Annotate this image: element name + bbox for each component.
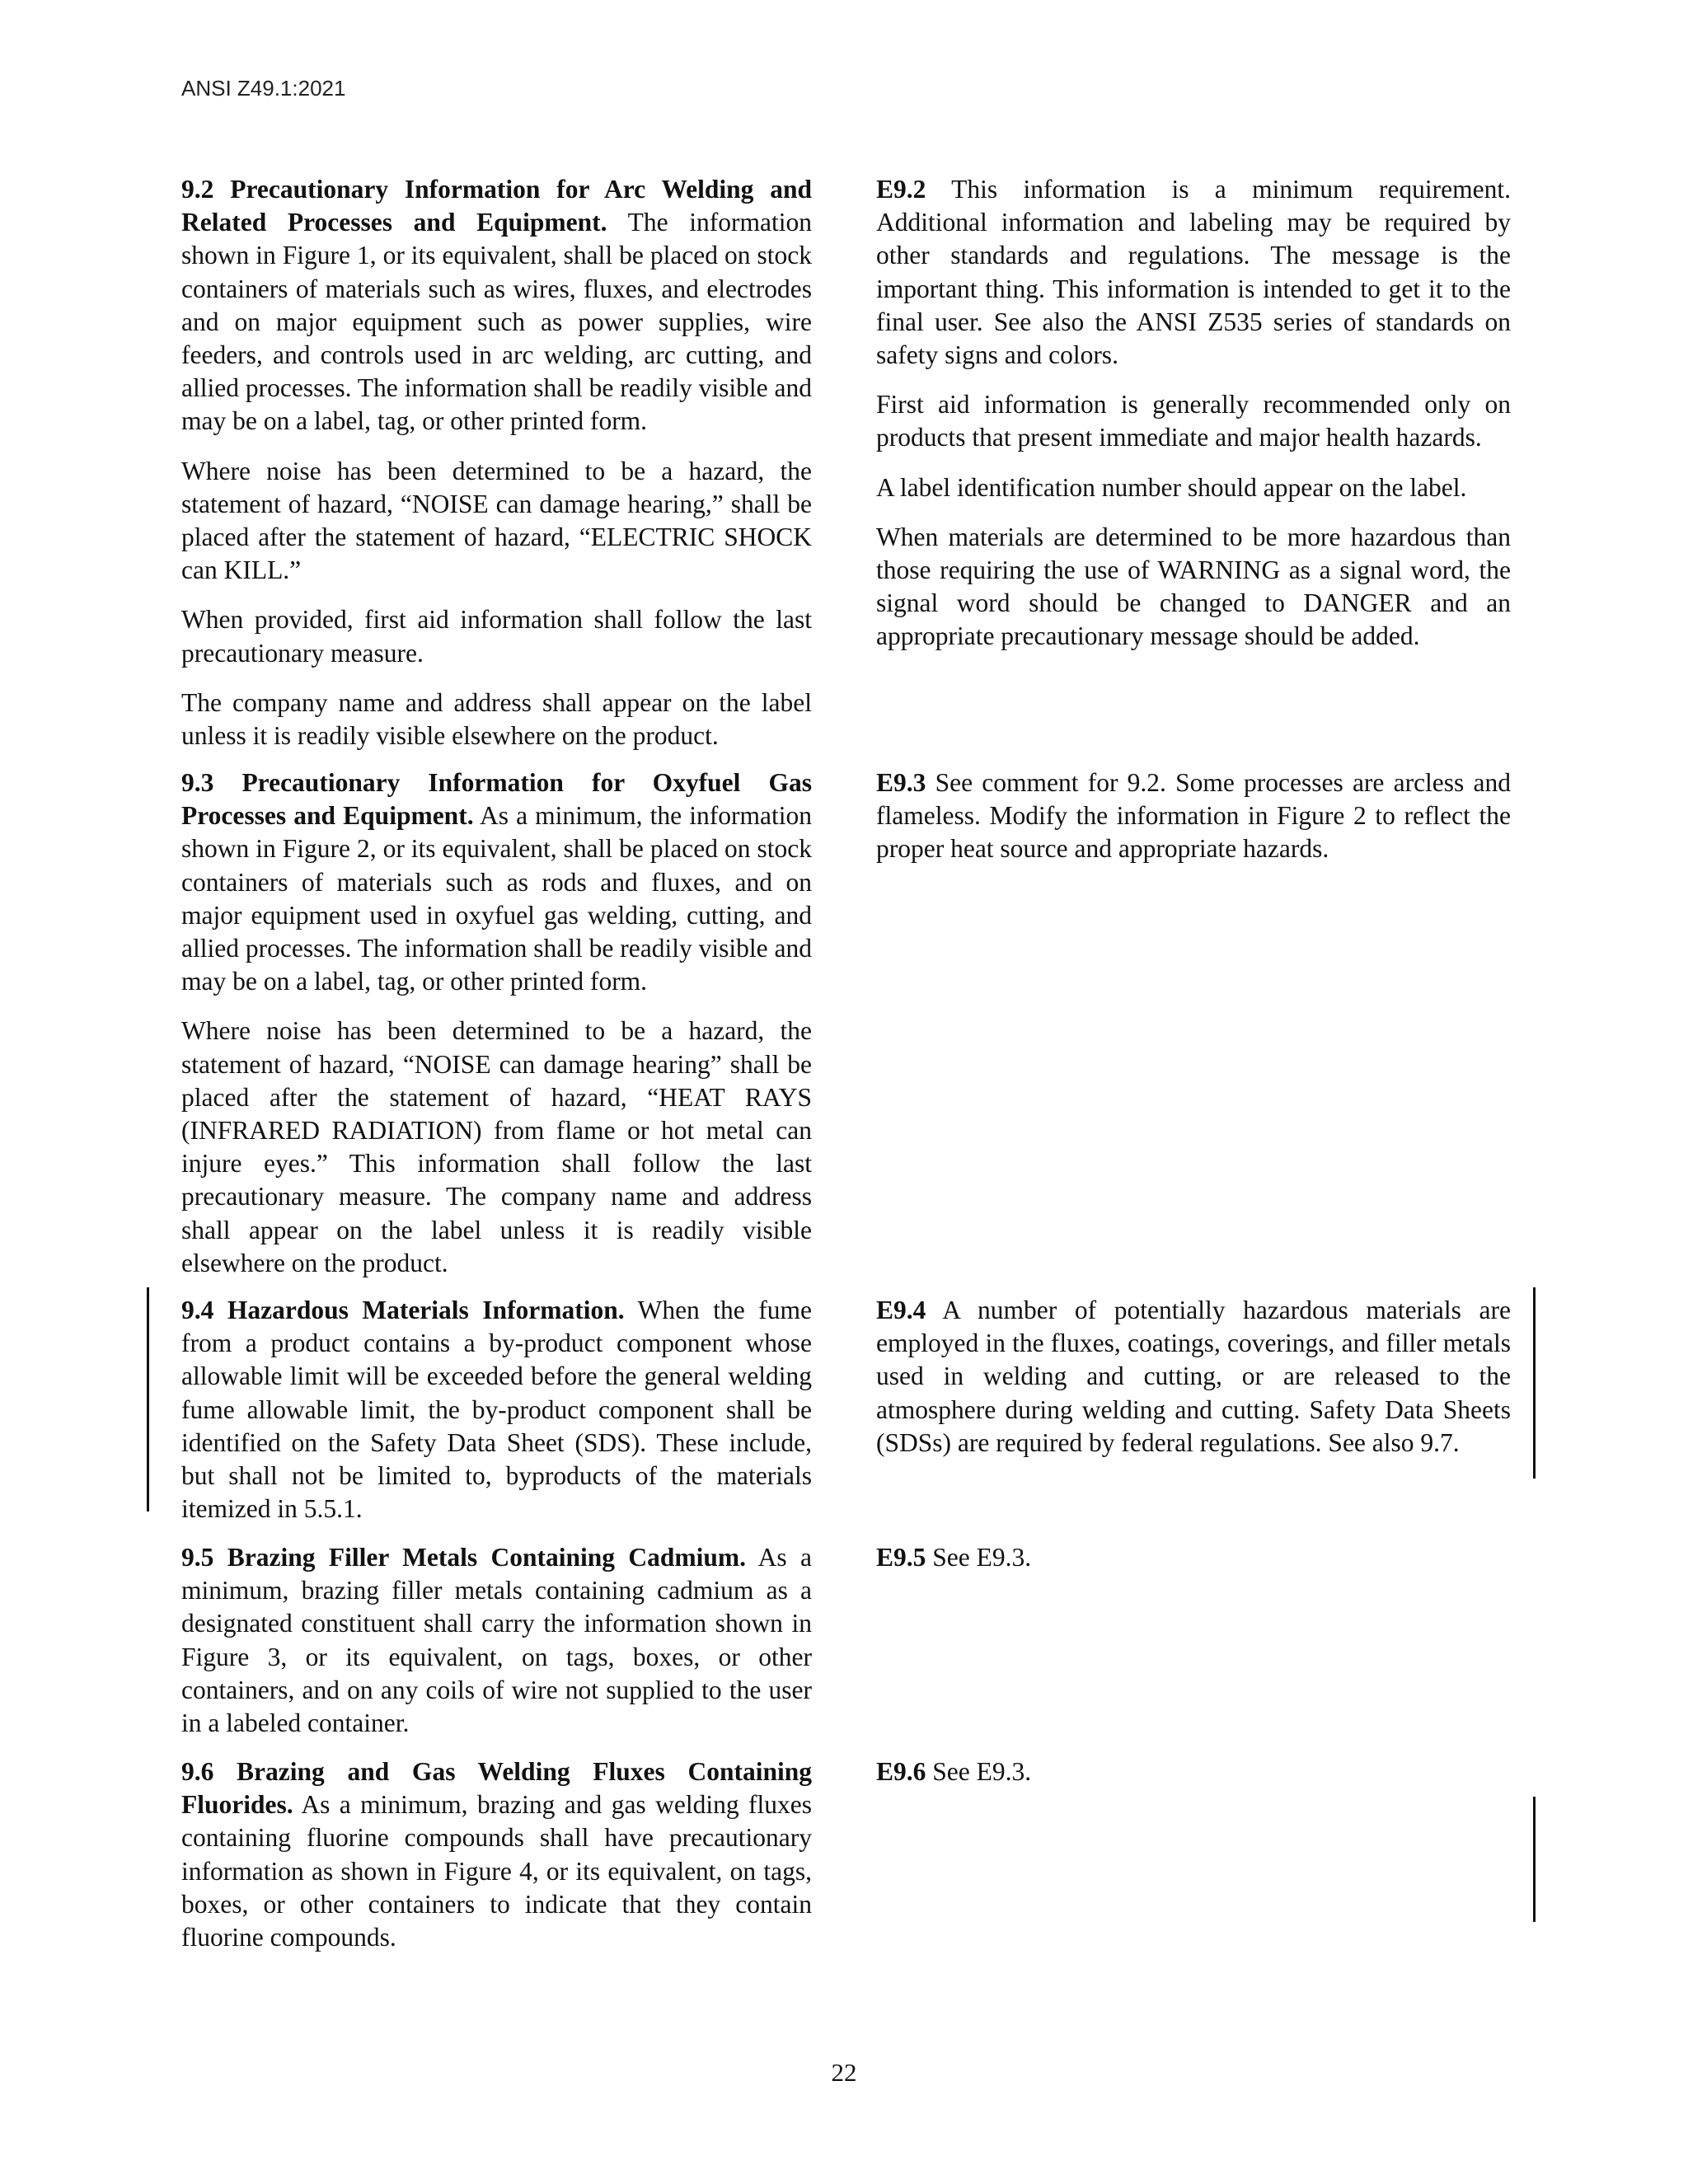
paragraph: Where noise has been determined to be a hazard, the statement of hazard, “NOISE can damage hearing” shall be placed after the statement of hazard, “HEAT RAYS (INFRARED RADIATION) from flame or hot metal can injure eyes.” This information shall follow the last precautionary measure. The company name and address shall appear on the label unless it is readily visible elsewhere on the product.	[181, 1016, 812, 1277]
paragraph: First aid information is generally recommended only on products that present immediate and major health hazards.	[876, 390, 1511, 452]
section-9-6	[181, 1755, 812, 1954]
paragraph: When provided, first aid information shall follow the last precautionary measure.	[181, 605, 812, 668]
section-heading: 9.4 Hazardous Materials Information.	[181, 1296, 625, 1324]
explanation-label: E9.5	[876, 1543, 926, 1572]
paragraph: A label identification number should appear on the label.	[876, 472, 1467, 502]
page-number: 22	[831, 2058, 857, 2087]
paragraph: When materials are determined to be more hazardous than those requiring the use of WARNING as a signal word, the signal word should be changed to DANGER and an appropriate precautionary message should be added.	[876, 522, 1511, 651]
revision-bar	[1533, 1797, 1536, 1922]
paragraph: 9.6 Brazing and Gas Welding Fluxes Containing Fluorides. As a minimum, brazing and gas welding fluxes containing fluorine compounds shall have precautionary information as shown in Figure 4, or its equivalent, on tags, boxes, or other containers to indicate that they contain fluorine compounds.	[181, 1757, 812, 1952]
revision-bar	[147, 1287, 149, 1511]
explanation-label: E9.2	[876, 175, 926, 204]
section-heading: 9.3 Precautionary Information for Oxyfuel Gas Processes and Equipment.	[181, 768, 812, 831]
paragraph: 9.2 Precautionary Information for Arc Welding and Related Processes and Equipment. The information shown in Figure 1, or its equivalent, shall be placed on stock containers of materials such as wires, fluxes, and electrodes and on major equipment such as power supplies, wire feeders, and controls used in arc welding, arc cutting, and allied processes. The information shall be readily visible and may be on a label, tag, or other printed form.	[181, 175, 812, 436]
document-id-header: ANSI Z49.1:2021	[181, 76, 346, 101]
paragraph: E9.5 See E9.3.	[876, 1543, 1032, 1572]
section-9-2	[181, 173, 812, 752]
revision-bar	[1533, 1287, 1536, 1479]
paragraph: The company name and address shall appear on the label unless it is readily visible elsewhere on the product.	[181, 687, 812, 751]
paragraph: E9.3 See comment for 9.2. Some processes are arcless and flameless. Modify the information in Figure 2 to reflect the proper heat source and appropriate hazards.	[876, 768, 1511, 864]
paragraph: E9.4 A number of potentially hazardous materials are employed in the fluxes, coatings, coverings, and filler metals used in welding and cutting, or are released to the atmosphere during welding and cutting. Safety Data Sheets (SDSs) are required by federal regulations. See also 9.7.	[876, 1296, 1511, 1457]
explanation-e9-5	[876, 1541, 1511, 1574]
explanation-e9-6	[876, 1755, 1511, 1788]
section-9-3	[181, 766, 812, 1280]
paragraph: 9.4 Hazardous Materials Information. When the fume from a product contains a by-product component whose allowable limit will be exceeded before the general welding fume allowable limit, the by-product component shall be identified on the Safety Data Sheet (SDS). These include, but shall not be limited to, byproducts of the materials itemized in 5.5.1.	[181, 1296, 812, 1524]
explanation-label: E9.3	[876, 768, 926, 797]
explanation-label: E9.4	[876, 1296, 926, 1324]
section-heading: 9.6 Brazing and Gas Welding Fluxes Containing Fluorides.	[181, 1757, 812, 1820]
paragraph: 9.3 Precautionary Information for Oxyfuel Gas Processes and Equipment. As a minimum, the information shown in Figure 2, or its equivalent, shall be placed on stock containers of materials such as rods and fluxes, and on major equipment used in oxyfuel gas welding, cutting, and allied processes. The information shall be readily visible and may be on a label, tag, or other printed form.	[181, 768, 812, 996]
paragraph: 9.5 Brazing Filler Metals Containing Cadmium. As a minimum, brazing filler metals containing cadmium as a designated constituent shall carry the information shown in Figure 3, or its equivalent, on tags, boxes, or other containers, and on any coils of wire not supplied to the user in a labeled container.	[181, 1543, 813, 1738]
explanation-label: E9.6	[876, 1757, 926, 1786]
section-heading: 9.2 Precautionary Information for Arc Welding and Related Processes and Equipment.	[181, 175, 812, 237]
section-9-5	[181, 1541, 812, 1740]
explanation-e9-4	[876, 1294, 1511, 1460]
section-heading: 9.5 Brazing Filler Metals Containing Cadmium.	[181, 1543, 747, 1572]
section-9-4	[181, 1294, 812, 1526]
explanation-e9-2	[876, 173, 1511, 654]
paragraph: E9.2 This information is a minimum requirement. Additional information and labeling may be required by other standards and regulations. The message is the important thing. This information is intended to get it to the final user. See also the ANSI Z535 series of standards on safety signs and colors.	[876, 175, 1511, 370]
paragraph: Where noise has been determined to be a hazard, the statement of hazard, “NOISE can damage hearing,” shall be placed after the statement of hazard, “ELECTRIC SHOCK can KILL.”	[181, 456, 812, 585]
explanation-e9-3	[876, 766, 1511, 866]
paragraph: E9.6 See E9.3.	[876, 1757, 1032, 1786]
